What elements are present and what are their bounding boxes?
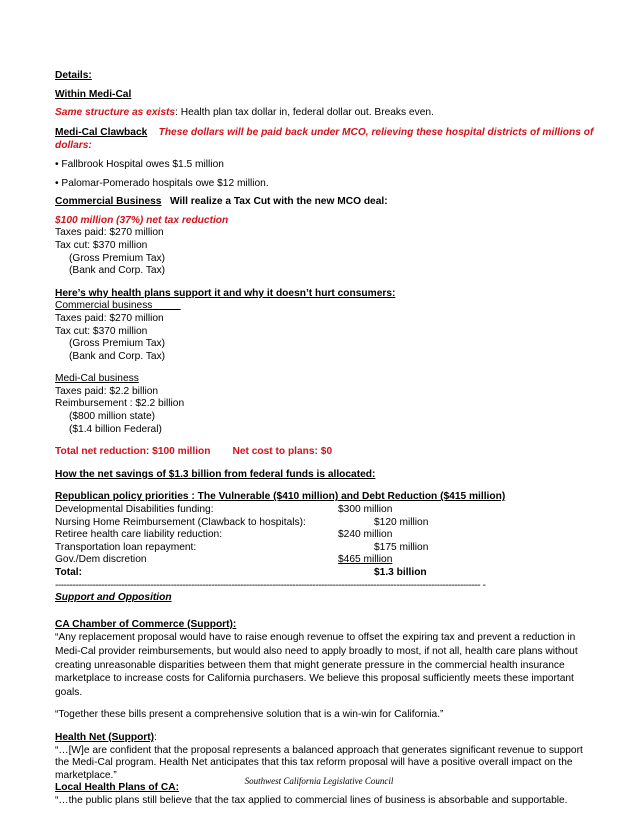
total-row: [55, 567, 595, 580]
row-amount: $240 million: [338, 529, 393, 541]
priorities-table: [55, 504, 595, 580]
row-amount: $300 million: [338, 504, 393, 516]
row-item: Nursing Home Reimbursement (Clawback to hospitals):: [55, 516, 306, 528]
clawback-line: [55, 126, 595, 153]
bullet-fallbrook: • Fallbrook Hospital owes $1.5 million: [55, 158, 224, 170]
within-medical-heading: Within Medi-Cal: [55, 88, 132, 100]
row-item: Transportation loan repayment:: [55, 541, 197, 553]
medical-business-label: Medi-Cal business: [55, 373, 139, 385]
medical-taxes-paid: Taxes paid: $2.2 billion: [55, 385, 159, 397]
medical-state-share: ($800 million state): [69, 411, 156, 423]
row-item: Retiree health care liability reduction:: [55, 529, 223, 541]
commercial-taxes-paid: Taxes paid: $270 million: [55, 227, 164, 239]
health-net-heading-line: [55, 732, 595, 745]
table-row: [55, 517, 595, 530]
bullet-palomar: • Palomar-Pomerado hospitals owe $12 million.: [55, 177, 269, 189]
local-plans-quote: “…the public plans still believe that the tax applied to commercial lines of business is absorbable and supportable.: [55, 794, 568, 806]
page-footer: Southwest California Legislative Council: [244, 776, 394, 786]
table-row: [55, 554, 595, 567]
chamber-heading: CA Chamber of Commerce (Support):: [55, 618, 237, 630]
clawback-label: Medi-Cal Clawback: [55, 126, 148, 138]
health-net-heading: Health Net (Support): [55, 731, 155, 743]
details-heading: Details:: [55, 70, 92, 81]
why-heading: Here’s why health plans support it and why it doesn’t hurt consumers:: [55, 287, 396, 299]
totals-line: [55, 446, 595, 459]
total-label: Total:: [55, 567, 82, 578]
health-net-colon: :: [154, 731, 157, 743]
support-opposition-heading: Support and Opposition: [55, 592, 172, 604]
total-amount: $1.3 billion: [374, 567, 427, 578]
same-structure-text: : Health plan tax dollar in, federal dollar out. Breaks even.: [175, 107, 434, 119]
commercial2-bct: (Bank and Corp. Tax): [69, 350, 166, 362]
medical-federal-share: ($1.4 billion Federal): [69, 423, 162, 435]
total-net-reduction: Total net reduction: $100 million: [55, 446, 211, 458]
row-amount: $175 million: [374, 541, 429, 553]
bank-corp-tax: (Bank and Corp. Tax): [69, 265, 166, 277]
same-structure-line: [55, 107, 595, 120]
medical-reimbursement: Reimbursement : $2.2 billion: [55, 398, 185, 410]
same-structure-label: Same structure as exists: [55, 107, 176, 119]
commercial2-gpt: (Gross Premium Tax): [69, 338, 166, 350]
table-row: [55, 529, 595, 542]
commercial2-tax-cut: Tax cut: $370 million: [55, 325, 148, 337]
commercial-business-label: Commercial Business: [55, 196, 162, 208]
divider-line: --------------------------------------------------------------------------------------------------------------------------------------------------- -: [55, 579, 486, 591]
commercial-tax-cut: Tax cut: $370 million: [55, 239, 148, 251]
row-amount: $120 million: [374, 516, 429, 528]
net-tax-reduction: $100 million (37%) net tax reduction: [55, 214, 229, 226]
net-cost-to-plans: Net cost to plans: $0: [232, 446, 333, 458]
row-amount: $465 million: [338, 554, 393, 566]
chamber-quote: “Any replacement proposal would have to raise enough revenue to offset the expiring tax and prevent a reduction in Medi-Cal provider reimbursements, but would also need to apply broadly to most, if not all, health care plans without creating unreasonable disparities between them that might generate pressure in the commercial health insurance marketplace to increase costs for California purchasers. We believe this proposal sufficiently meets these important goals.: [55, 632, 578, 698]
gross-premium-tax: (Gross Premium Tax): [69, 252, 166, 264]
health-net-quote: “…[W]e are confident that the proposal represents a balanced approach that generates significant revenue to support the Medi-Cal program. Health Net anticipates that this tax reform proposal will have a positive overall impact on the marketplace.”: [55, 744, 583, 781]
row-item: Developmental Disabilities funding:: [55, 504, 214, 516]
commercial-business-text: Will realize a Tax Cut with the new MCO deal:: [169, 196, 388, 208]
document-body: [55, 70, 595, 808]
savings-heading: How the net savings of $1.3 billion from federal funds is allocated:: [55, 468, 376, 480]
commercial-business2-label: [55, 300, 595, 313]
local-plans-heading: Local Health Plans of CA:: [55, 782, 179, 794]
clawback-text: These dollars will be paid back under MCO, relieving these hospital districts of millions of dollars:: [55, 126, 594, 152]
row-item: Gov./Dem discretion: [55, 554, 147, 566]
commercial2-taxes-paid: Taxes paid: $270 million: [55, 312, 164, 324]
table-row: [55, 542, 595, 555]
commercial-business-line: [55, 196, 595, 209]
table-row: [55, 504, 595, 517]
priorities-heading: Republican policy priorities : The Vulnerable ($410 million) and Debt Reduction ($415 million): [55, 491, 506, 503]
commercial-business2-text: Commercial business: [55, 300, 153, 312]
chamber-quote-2: “Together these bills present a comprehensive solution that is a win-win for California.”: [55, 709, 444, 721]
